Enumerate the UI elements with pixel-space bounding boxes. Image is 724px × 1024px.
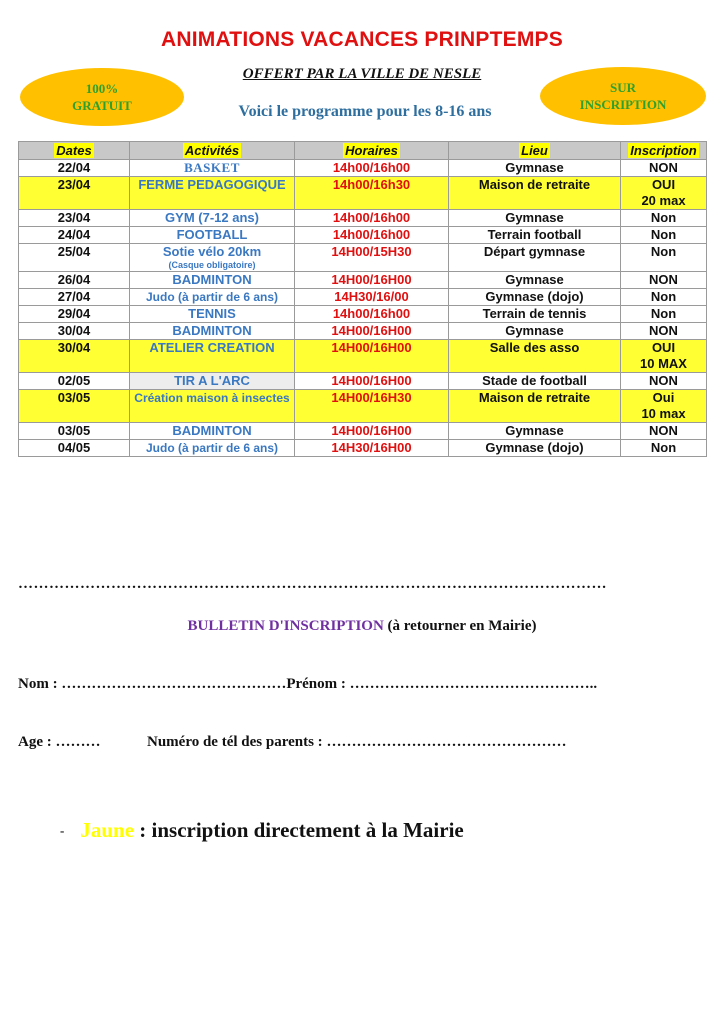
cell-hours: [295, 289, 449, 306]
cell-date-text: 25/04: [57, 244, 91, 259]
cell-inscription: [621, 160, 707, 177]
cell-hours-text: 14h00/16h30: [332, 177, 411, 192]
cell-activity-text: BASKET: [184, 160, 240, 175]
cell-place-text: Terrain football: [487, 227, 582, 242]
cell-activity: [130, 160, 295, 177]
cell-activity-text: BADMINTON: [172, 423, 252, 438]
cell-date-text: 30/04: [57, 323, 91, 338]
cell-date-text: 22/04: [57, 160, 91, 175]
cell-hours-text: 14H00/16H00: [331, 373, 412, 388]
free-badge-line-2: GRATUIT: [72, 98, 132, 113]
table-row: [19, 227, 707, 244]
cell-date-text: 23/04: [57, 210, 91, 225]
table-row: [19, 160, 707, 177]
table-row: [19, 289, 707, 306]
cell-date: [19, 340, 130, 373]
bulletin-heading: [0, 618, 724, 635]
cell-place-text: Gymnase: [505, 160, 564, 175]
cell-date: [19, 306, 130, 323]
prenom-label: Prénom :: [286, 676, 346, 692]
prenom-field[interactable]: …………………………………………..: [349, 676, 598, 692]
cell-place: [449, 227, 621, 244]
registration-badge-line-2: INSCRIPTION: [579, 97, 667, 112]
cell-place: [449, 177, 621, 210]
cell-place-text: Gymnase: [505, 210, 564, 225]
header-dates: Dates: [19, 142, 130, 160]
cell-place-text: Gymnase (dojo): [485, 440, 584, 455]
cell-hours: [295, 440, 449, 457]
bulletin-note: (à retourner en Mairie): [387, 618, 537, 634]
cell-place-text: Maison de retraite: [478, 390, 591, 405]
cell-hours-text: 14H30/16H00: [331, 440, 412, 455]
table-row: [19, 177, 707, 210]
cell-place-text: Gymnase: [505, 272, 564, 287]
table-row: [19, 423, 707, 440]
cell-hours: [295, 227, 449, 244]
cell-hours-text: 14h00/16h00: [332, 160, 411, 175]
table-row: [19, 373, 707, 390]
cell-inscription-text: NON: [649, 423, 678, 438]
cell-activity: [130, 272, 295, 289]
legend-yellow-word: Jaune: [80, 818, 135, 842]
cell-place-text: Maison de retraite: [478, 177, 591, 192]
cell-activity: [130, 323, 295, 340]
cell-hours-text: 14H00/16H00: [331, 340, 412, 355]
phone-field[interactable]: …………………………………………: [326, 734, 567, 750]
cell-inscription: [621, 306, 707, 323]
cell-place-text: Départ gymnase: [483, 244, 586, 259]
cell-date-text: 03/05: [57, 390, 91, 405]
cut-line: ……………………………………………………………………………………………………: [18, 576, 607, 592]
cell-activity-text: ATELIER CREATION: [149, 340, 275, 355]
cell-activity-text: FERME PEDAGOGIQUE: [138, 177, 286, 192]
cell-date: [19, 390, 130, 423]
legend-bullet: -: [60, 823, 65, 838]
cell-place-text: Salle des asso: [489, 340, 580, 355]
cell-activity: [130, 177, 295, 210]
cell-hours: [295, 340, 449, 373]
cell-activity-text: Création maison à insectes: [134, 391, 290, 405]
page-title: ANIMATIONS VACANCES PRINPTEMPS: [161, 28, 563, 51]
cell-inscription: [621, 177, 707, 210]
cell-activity: [130, 210, 295, 227]
legend: [60, 818, 464, 843]
cell-inscription-text: Non: [650, 210, 677, 225]
table-header-row: [19, 142, 707, 160]
free-badge-line-1: 100%: [85, 81, 119, 96]
nom-label: Nom :: [18, 676, 58, 692]
cell-date-text: 04/05: [57, 440, 91, 455]
phone-row: [147, 734, 566, 751]
cell-place-text: Gymnase: [505, 423, 564, 438]
cell-hours-text: 14H30/16/00: [334, 289, 409, 304]
table-row: [19, 210, 707, 227]
cell-place: [449, 340, 621, 373]
cell-inscription: [621, 272, 707, 289]
page-subtitle: OFFERT PAR LA VILLE DE NESLE: [242, 66, 482, 82]
cell-inscription: [621, 244, 707, 272]
cell-inscription: [621, 289, 707, 306]
table-row: [19, 272, 707, 289]
cell-inscription-text: NON: [649, 272, 678, 287]
cell-hours-text: 14h00/16h00: [332, 306, 411, 321]
cell-inscription: [621, 210, 707, 227]
cell-hours: [295, 423, 449, 440]
phone-label: Numéro de tél des parents :: [147, 734, 323, 750]
nom-field[interactable]: ………………………………………: [61, 676, 287, 692]
cell-place: [449, 390, 621, 423]
cell-activity-note: (Casque obligatoire): [168, 260, 256, 270]
cell-place-text: Stade de football: [482, 373, 587, 388]
cell-activity-text: TENNIS: [188, 306, 236, 321]
cell-activity-text: Sotie vélo 20km: [162, 244, 262, 259]
cell-inscription-text: Non: [650, 306, 677, 321]
cell-date: [19, 423, 130, 440]
cell-inscription-limit: 10 MAX: [640, 356, 687, 371]
cell-date-text: 03/05: [57, 423, 91, 438]
legend-text: : inscription directement à la Mairie: [139, 818, 464, 842]
cell-inscription-text: Non: [650, 440, 677, 455]
cell-date: [19, 244, 130, 272]
cell-place: [449, 423, 621, 440]
cell-date: [19, 440, 130, 457]
cell-activity: [130, 390, 295, 423]
cell-place: [449, 323, 621, 340]
cell-hours-text: 14H00/16H00: [331, 323, 412, 338]
cell-activity: [130, 244, 295, 272]
cell-hours: [295, 390, 449, 423]
cell-inscription: [621, 227, 707, 244]
cell-hours: [295, 244, 449, 272]
table-row: [19, 440, 707, 457]
table-row: [19, 244, 707, 272]
cell-inscription: [621, 340, 707, 373]
cell-hours: [295, 306, 449, 323]
cell-date: [19, 210, 130, 227]
cell-activity: [130, 373, 295, 390]
cell-hours-text: 14H00/16H30: [331, 390, 412, 405]
cell-hours-text: 14h00/16h00: [332, 227, 411, 242]
cell-hours-text: 14H00/16H00: [331, 423, 412, 438]
cell-inscription-text: Non: [650, 244, 677, 259]
cell-place: [449, 244, 621, 272]
cell-activity: [130, 423, 295, 440]
cell-hours: [295, 323, 449, 340]
cell-inscription-text: Non: [650, 289, 677, 304]
cell-activity-text: GYM (7-12 ans): [165, 210, 259, 225]
cell-place: [449, 210, 621, 227]
cell-place-text: Terrain de tennis: [482, 306, 587, 321]
age-label-row: [18, 734, 101, 751]
cell-activity: [130, 289, 295, 306]
table-row: [19, 390, 707, 423]
cell-activity-text: Judo (à partir de 6 ans): [145, 290, 279, 304]
cell-date-text: 02/05: [57, 373, 91, 388]
cell-place: [449, 440, 621, 457]
cell-inscription: [621, 323, 707, 340]
cell-place: [449, 373, 621, 390]
cell-date-text: 23/04: [57, 177, 91, 192]
cell-inscription-text: Oui: [652, 390, 675, 405]
cell-activity-text: TIR A L'ARC: [174, 373, 250, 388]
cell-activity-text: BADMINTON: [172, 323, 252, 338]
cell-activity: [130, 340, 295, 373]
cell-date-text: 30/04: [57, 340, 91, 355]
cell-hours: [295, 272, 449, 289]
cell-activity-text: FOOTBALL: [176, 227, 248, 242]
age-label: Age :: [18, 734, 52, 750]
cell-hours-text: 14H00/16H00: [331, 272, 412, 287]
cell-activity: [130, 440, 295, 457]
header-place: Lieu: [449, 142, 621, 160]
cell-place: [449, 306, 621, 323]
cell-inscription-text: Non: [650, 227, 677, 242]
cell-date-text: 27/04: [57, 289, 91, 304]
cell-hours: [295, 160, 449, 177]
header-hours: Horaires: [295, 142, 449, 160]
table-row: [19, 340, 707, 373]
cell-hours: [295, 177, 449, 210]
cell-activity: [130, 306, 295, 323]
cell-date: [19, 272, 130, 289]
cell-activity: [130, 227, 295, 244]
cell-date: [19, 227, 130, 244]
cell-inscription-text: NON: [649, 323, 678, 338]
cell-hours: [295, 373, 449, 390]
registration-badge-line-1: SUR: [609, 80, 636, 95]
cell-date-text: 29/04: [57, 306, 91, 321]
cell-inscription-text: NON: [649, 160, 678, 175]
header-activities: Activités: [130, 142, 295, 160]
cell-activity-text: BADMINTON: [172, 272, 252, 287]
table-body: [19, 160, 707, 457]
cell-place-text: Gymnase: [505, 323, 564, 338]
cell-inscription-text: OUI: [651, 177, 676, 192]
cell-inscription-text: OUI: [651, 340, 676, 355]
cell-date-text: 24/04: [57, 227, 91, 242]
bulletin-title: BULLETIN D'INSCRIPTION: [187, 618, 384, 634]
cell-date: [19, 373, 130, 390]
cell-inscription: [621, 390, 707, 423]
programme-intro: Voici le programme pour les 8-16 ans: [238, 103, 492, 120]
cell-activity-text: Judo (à partir de 6 ans): [145, 441, 279, 455]
cell-date-text: 26/04: [57, 272, 91, 287]
cell-place: [449, 160, 621, 177]
cell-hours-text: 14H00/15H30: [331, 244, 412, 259]
activity-table: [18, 141, 707, 457]
cell-place-text: Gymnase (dojo): [485, 289, 584, 304]
table-row: [19, 323, 707, 340]
cell-hours-text: 14h00/16h00: [332, 210, 411, 225]
cell-date: [19, 289, 130, 306]
cell-place: [449, 289, 621, 306]
header-inscription: Inscription: [621, 142, 707, 160]
cell-inscription: [621, 423, 707, 440]
cell-hours: [295, 210, 449, 227]
cell-inscription: [621, 373, 707, 390]
cell-inscription-text: NON: [649, 373, 678, 388]
cell-inscription: [621, 440, 707, 457]
table-row: [19, 306, 707, 323]
cell-inscription-limit: 20 max: [641, 193, 686, 208]
cell-date: [19, 323, 130, 340]
cell-inscription-limit: 10 max: [641, 406, 686, 421]
cell-date: [19, 177, 130, 210]
age-field[interactable]: ………: [55, 734, 101, 750]
name-row: [18, 676, 597, 693]
cell-date: [19, 160, 130, 177]
cell-place: [449, 272, 621, 289]
